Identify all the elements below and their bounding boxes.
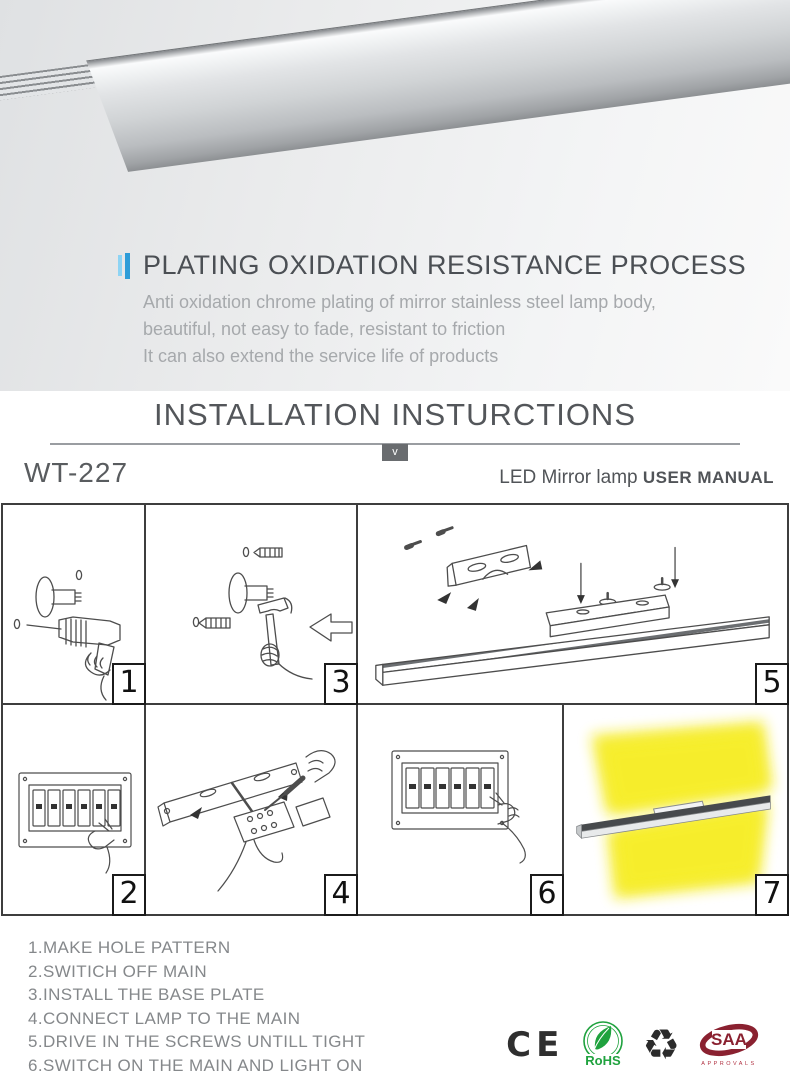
accent-bar-dark bbox=[125, 253, 130, 279]
model-number: WT-227 bbox=[24, 457, 129, 488]
lamp-chrome-body bbox=[86, 0, 790, 172]
manual-label bbox=[499, 467, 774, 489]
chevron-down-icon: v bbox=[382, 444, 408, 461]
step-number-badge: 7 bbox=[755, 874, 789, 916]
step-panel-1 bbox=[3, 505, 144, 703]
footer bbox=[28, 936, 766, 1077]
installation-steps-grid bbox=[1, 503, 789, 916]
svg-text:RoHS: RoHS bbox=[585, 1053, 622, 1068]
svg-text:SAA: SAA bbox=[711, 1030, 747, 1049]
rohs-icon bbox=[580, 1019, 626, 1071]
step-panel-2 bbox=[3, 705, 144, 914]
accent-bar-light bbox=[118, 255, 122, 276]
step-panel-3 bbox=[144, 505, 356, 703]
lamp-product-photo bbox=[0, 0, 790, 195]
user-manual-label: USER MANUAL bbox=[642, 468, 774, 487]
step-number-badge: 2 bbox=[112, 874, 146, 916]
step-item: 5.DRIVE IN THE SCREWS UNTILL TIGHT bbox=[28, 1032, 366, 1051]
feature-line: It can also extend the service life of products bbox=[143, 346, 499, 366]
step-panel-6 bbox=[356, 705, 562, 914]
step-item: 2.SWITICH OFF MAIN bbox=[28, 961, 208, 981]
step-item: 4.CONNECT LAMP TO THE MAIN bbox=[28, 1008, 301, 1028]
step-number-badge: 1 bbox=[112, 663, 146, 705]
step-panel-7 bbox=[562, 705, 787, 914]
step-number-badge: 5 bbox=[755, 663, 789, 705]
step-item: 1.MAKE HOLE PATTERN bbox=[28, 938, 231, 957]
hero-photo-section bbox=[0, 0, 790, 391]
saa-approvals-icon bbox=[696, 1021, 766, 1069]
product-name: LED Mirror lamp bbox=[499, 467, 638, 488]
certification-logos bbox=[506, 1019, 766, 1071]
lamp-glow-illustration bbox=[564, 705, 787, 914]
step-panel-5 bbox=[356, 505, 787, 703]
model-row bbox=[24, 457, 774, 489]
ce-mark-icon: CE bbox=[506, 1025, 565, 1065]
title-divider bbox=[50, 443, 740, 458]
installation-title: INSTALLATION INSTURCTIONS bbox=[153, 397, 636, 432]
step-item: 3.INSTALL THE BASE PLATE bbox=[28, 985, 265, 1004]
recycle-icon: ♻ bbox=[642, 1020, 680, 1069]
step-panel-4 bbox=[144, 705, 356, 914]
installation-steps-list bbox=[28, 936, 365, 1077]
step-number-badge: 3 bbox=[324, 663, 358, 705]
feature-heading: PLATING OXIDATION RESISTANCE PROCESS bbox=[143, 250, 747, 280]
svg-text:APPROVALS: APPROVALS bbox=[701, 1061, 757, 1067]
step-number-badge: 4 bbox=[324, 874, 358, 916]
lamp-assembly-illustration bbox=[358, 505, 787, 703]
step-number-badge: 6 bbox=[530, 874, 564, 916]
feature-block bbox=[118, 250, 746, 370]
feature-line: beautiful, not easy to fade, resistant to friction bbox=[143, 319, 506, 339]
feature-line: Anti oxidation chrome plating of mirror stainless steel lamp body, bbox=[143, 292, 656, 312]
step-item: 6.SWITCH ON THE MAIN AND LIGHT ON bbox=[28, 1055, 363, 1075]
